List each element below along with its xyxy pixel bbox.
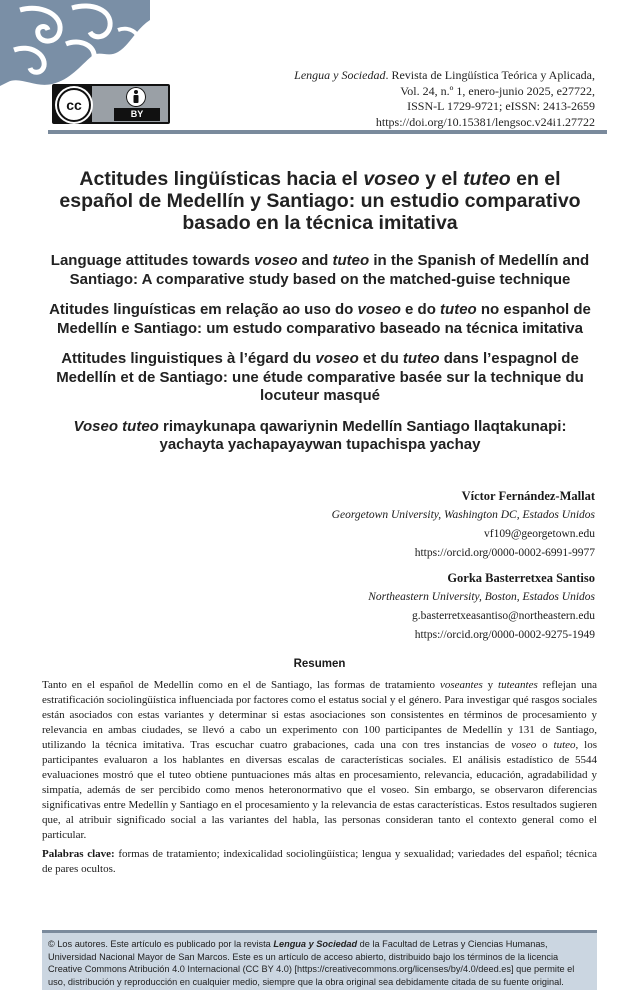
titles-block xyxy=(40,168,600,455)
journal-subtitle: . Revista de Lingüística Teórica y Aplicada, xyxy=(385,68,595,82)
author-affiliation: Georgetown University, Washington DC, Estados Unidos xyxy=(331,509,595,521)
author-2 xyxy=(265,569,595,645)
title-english: Language attitudes towards voseo and tuteo in the Spanish of Medellín and Santiago: A comparative study based on the matched-guise technique xyxy=(50,252,590,288)
person-icon xyxy=(126,87,146,107)
author-orcid[interactable]: https://orcid.org/0000-0002-6991-9977 xyxy=(414,547,595,559)
journal-name: Lengua y Sociedad xyxy=(294,68,386,82)
authors-block xyxy=(265,487,595,645)
abstract-text: Tanto en el español de Medellín como en el de Santiago, las formas de tratamiento voseantes y tuteantes reflejan una estratificación sociolingüística influenciada por factores como el estatus social y el género. Para investigar qué rasgos sociales están asociados con estas variantes y determinar si estas asociaciones son consistentes en términos de procesamiento y relevancia en ambas ciudades, se llevó a cabo un experimento con 100 participantes de Medellín y 131 de Santiago, utilizando la técnica imitativa. Tras escuchar cuatro grabaciones, cada una con tres instancias de voseo o tuteo, los participantes evaluaron a los hablantes en diversas escalas de características sociales. El análisis estadístico de 5544 evaluaciones mostró que el tuteo obtiene puntuaciones más altas en procesamiento, relevancia, educación, agradabilidad y simpatía, además de ser percibido como menos heteronormativo que el voseo. Sin embargo, se observaron diferencias significativas entre Medellín y Santiago en el procesamiento y la relevancia de estas características. Estos resultados sugieren que, al atribuir significado social a las variantes del habla, las personas consideran tanto el contexto general como el particular. xyxy=(42,679,598,841)
doi-link[interactable]: https://doi.org/10.15381/lengsoc.v24i1.27722 xyxy=(375,114,595,129)
author-affiliation: Northeastern University, Boston, Estados Unidos xyxy=(368,591,595,603)
author-name: Gorka Basterretxea Santiso xyxy=(447,571,595,585)
title-portuguese: Atitudes linguísticas em relação ao uso do voseo e do tuteo no espanhol de Medellín e Santiago: um estudo comparativo baseado na técnica imitativa xyxy=(49,301,591,337)
keywords-text: formas de tratamiento; indexicalidad sociolingüística; lengua y sexualidad; variedades del español; técnica de pares ocultos. xyxy=(42,848,597,875)
cc-by-license-badge[interactable] xyxy=(52,84,170,124)
journal-logo xyxy=(0,0,150,88)
abstract-section xyxy=(42,657,597,877)
keywords xyxy=(42,847,597,877)
author-name: Víctor Fernández-Mallat xyxy=(461,489,595,503)
license-footer: © Los autores. Este artículo es publicado por la revista Lengua y Sociedad de la Facultad de Letras y Ciencias Humanas, Universidad Nacional Mayor de San Marcos. Este es un artículo de acceso abierto, distribuido bajo los términos de la licencia Creative Commons Atribución 4.0 Internacional (CC BY 4.0) [https://creativecommons.org/licenses/by/4.0/deed.es] que permite el uso, distribución y reproducción en cualquier medio, siempre que la obra original sea debidamente citada de su fuente original. xyxy=(42,930,597,990)
title-quechua: Voseo tuteo rimaykunapa qawariynin Medellín Santiago llaqtakunapi: yachayta yachapayaywan tupachispa yachay xyxy=(73,417,567,453)
journal-info xyxy=(265,68,595,130)
title-french: Attitudes linguistiques à l’égard du voseo et du tuteo dans l’espagnol de Medellín et de Santiago: une étude comparative basée sur la technique du locuteur masqué xyxy=(56,350,584,404)
author-1 xyxy=(265,487,595,563)
abstract-heading: Resumen xyxy=(293,658,346,670)
title-spanish: Actitudes lingüísticas hacia el voseo y el tuteo en el español de Medellín y Santiago: un estudio comparativo basado en la técnica imitativa xyxy=(59,168,581,234)
author-email[interactable]: vf109@georgetown.edu xyxy=(484,528,595,540)
header-rule xyxy=(48,130,607,134)
keywords-label: Palabras clave: xyxy=(42,848,115,860)
volume-line: Vol. 24, n.º 1, enero-junio 2025, e27722, xyxy=(400,83,595,98)
issn-line: ISSN-L 1729-9721; eISSN: 2413-2659 xyxy=(407,99,595,113)
by-label: BY xyxy=(114,108,160,121)
author-orcid[interactable]: https://orcid.org/0000-0002-9275-1949 xyxy=(414,629,595,641)
cc-icon: cc xyxy=(57,88,91,122)
author-email[interactable]: g.basterretxeasantiso@northeastern.edu xyxy=(411,610,595,622)
